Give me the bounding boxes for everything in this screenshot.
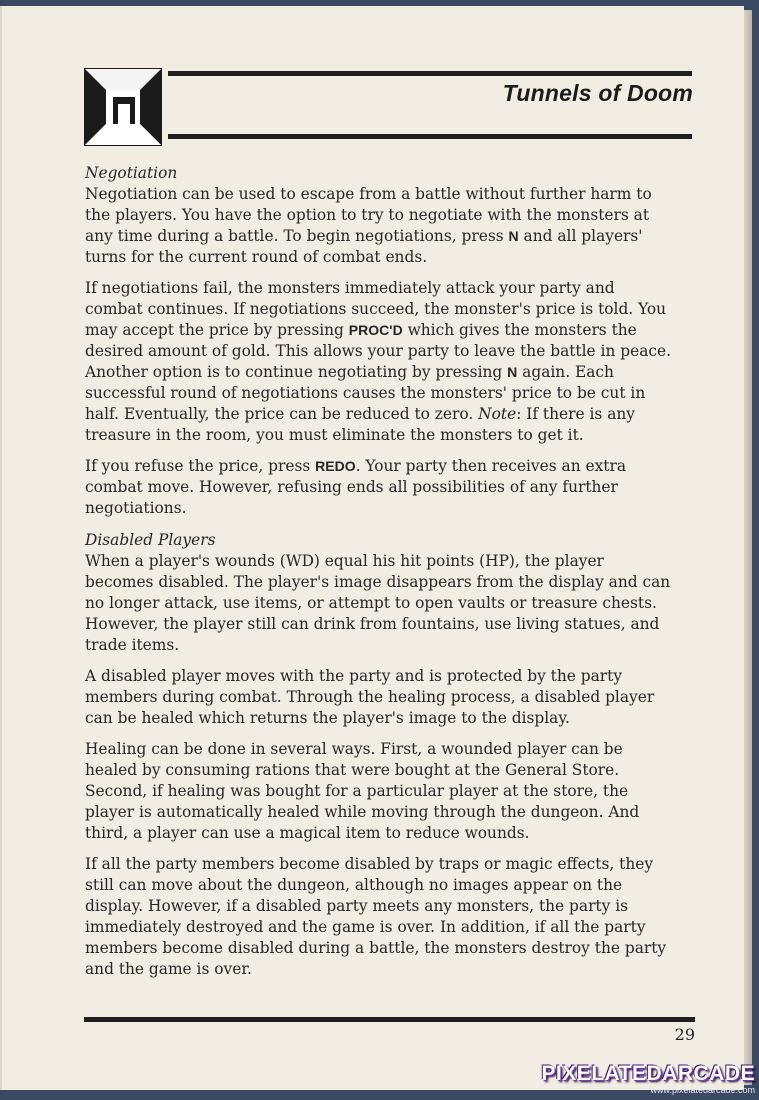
page-title: Tunnels of Doom — [502, 80, 693, 106]
tunnel-logo-icon — [84, 68, 162, 146]
paragraph: A disabled player moves with the party and is protected by the party members during combat. Through the healing process, a disabled player can be healed which returns the player's image to the display. — [85, 667, 655, 727]
watermark-brand: PIXELATEDARCADE — [541, 1062, 755, 1085]
key-label: N — [508, 228, 519, 244]
section-heading: Disabled Players — [85, 531, 216, 549]
header-rule-top — [168, 71, 692, 76]
body-text — [85, 162, 675, 990]
watermark-url: www.pixelatedarcade.com — [650, 1085, 755, 1095]
page-edge — [744, 10, 752, 1085]
paragraph: If negotiations fail, the monsters immediately attack your party and combat continues. If negotiations succeed, the monster's price is told. You may accept the price by pressing PROC'D which gives the monsters the desired amount of gold. This allows your party to leave the battle in peace. Another option is to continue negotiating by pressing N again. Each successful round of negotiations causes the monsters' price to be cut in half. Eventually, the price can be reduced to zero. Note: If there is any treasure in the room, you must eliminate the monsters to get it. — [85, 279, 672, 444]
key-label: PROC'D — [348, 322, 403, 338]
footer-rule — [84, 1017, 695, 1022]
paragraph: Healing can be done in several ways. First, a wounded player can be healed by consuming rations that were bought at the General Store. Second, if healing was bought for a particular player at the store, the player is automatically healed while moving through the dungeon. And third, a player can use a magical item to reduce wounds. — [85, 740, 640, 842]
paragraph: If you refuse the price, press REDO. Your party then receives an extra combat move. However, refusing ends all possibilities of any further negotiations. — [85, 457, 627, 517]
key-label: REDO — [315, 458, 356, 474]
paragraph: If all the party members become disabled by traps or magic effects, they still can move about the dungeon, although no images appear on the display. However, if a disabled party meets any monsters, the party is immediately destroyed and the game is over. In addition, if all the party members become disabled during a battle, the monsters destroy the party and the game is over. — [85, 855, 667, 978]
page-number: 29 — [674, 1025, 695, 1044]
paragraph: Negotiation can be used to escape from a battle without further harm to the players. You have the option to try to negotiate with the monsters at any time during a battle. To begin negotiations, press N and all players' turns for the current round of combat ends. — [85, 185, 652, 266]
paragraph: When a player's wounds (WD) equal his hit points (HP), the player becomes disabled. The player's image disappears from the display and can no longer attack, use items, or attempt to open vaults or treasure chests. However, the player still can drink from fountains, use living statues, and trade items. — [85, 552, 671, 654]
header-rule-bottom — [168, 134, 692, 139]
watermark — [541, 1063, 755, 1095]
section-heading: Negotiation — [85, 164, 178, 182]
key-label: N — [507, 364, 518, 380]
emphasis: Note — [478, 405, 517, 423]
